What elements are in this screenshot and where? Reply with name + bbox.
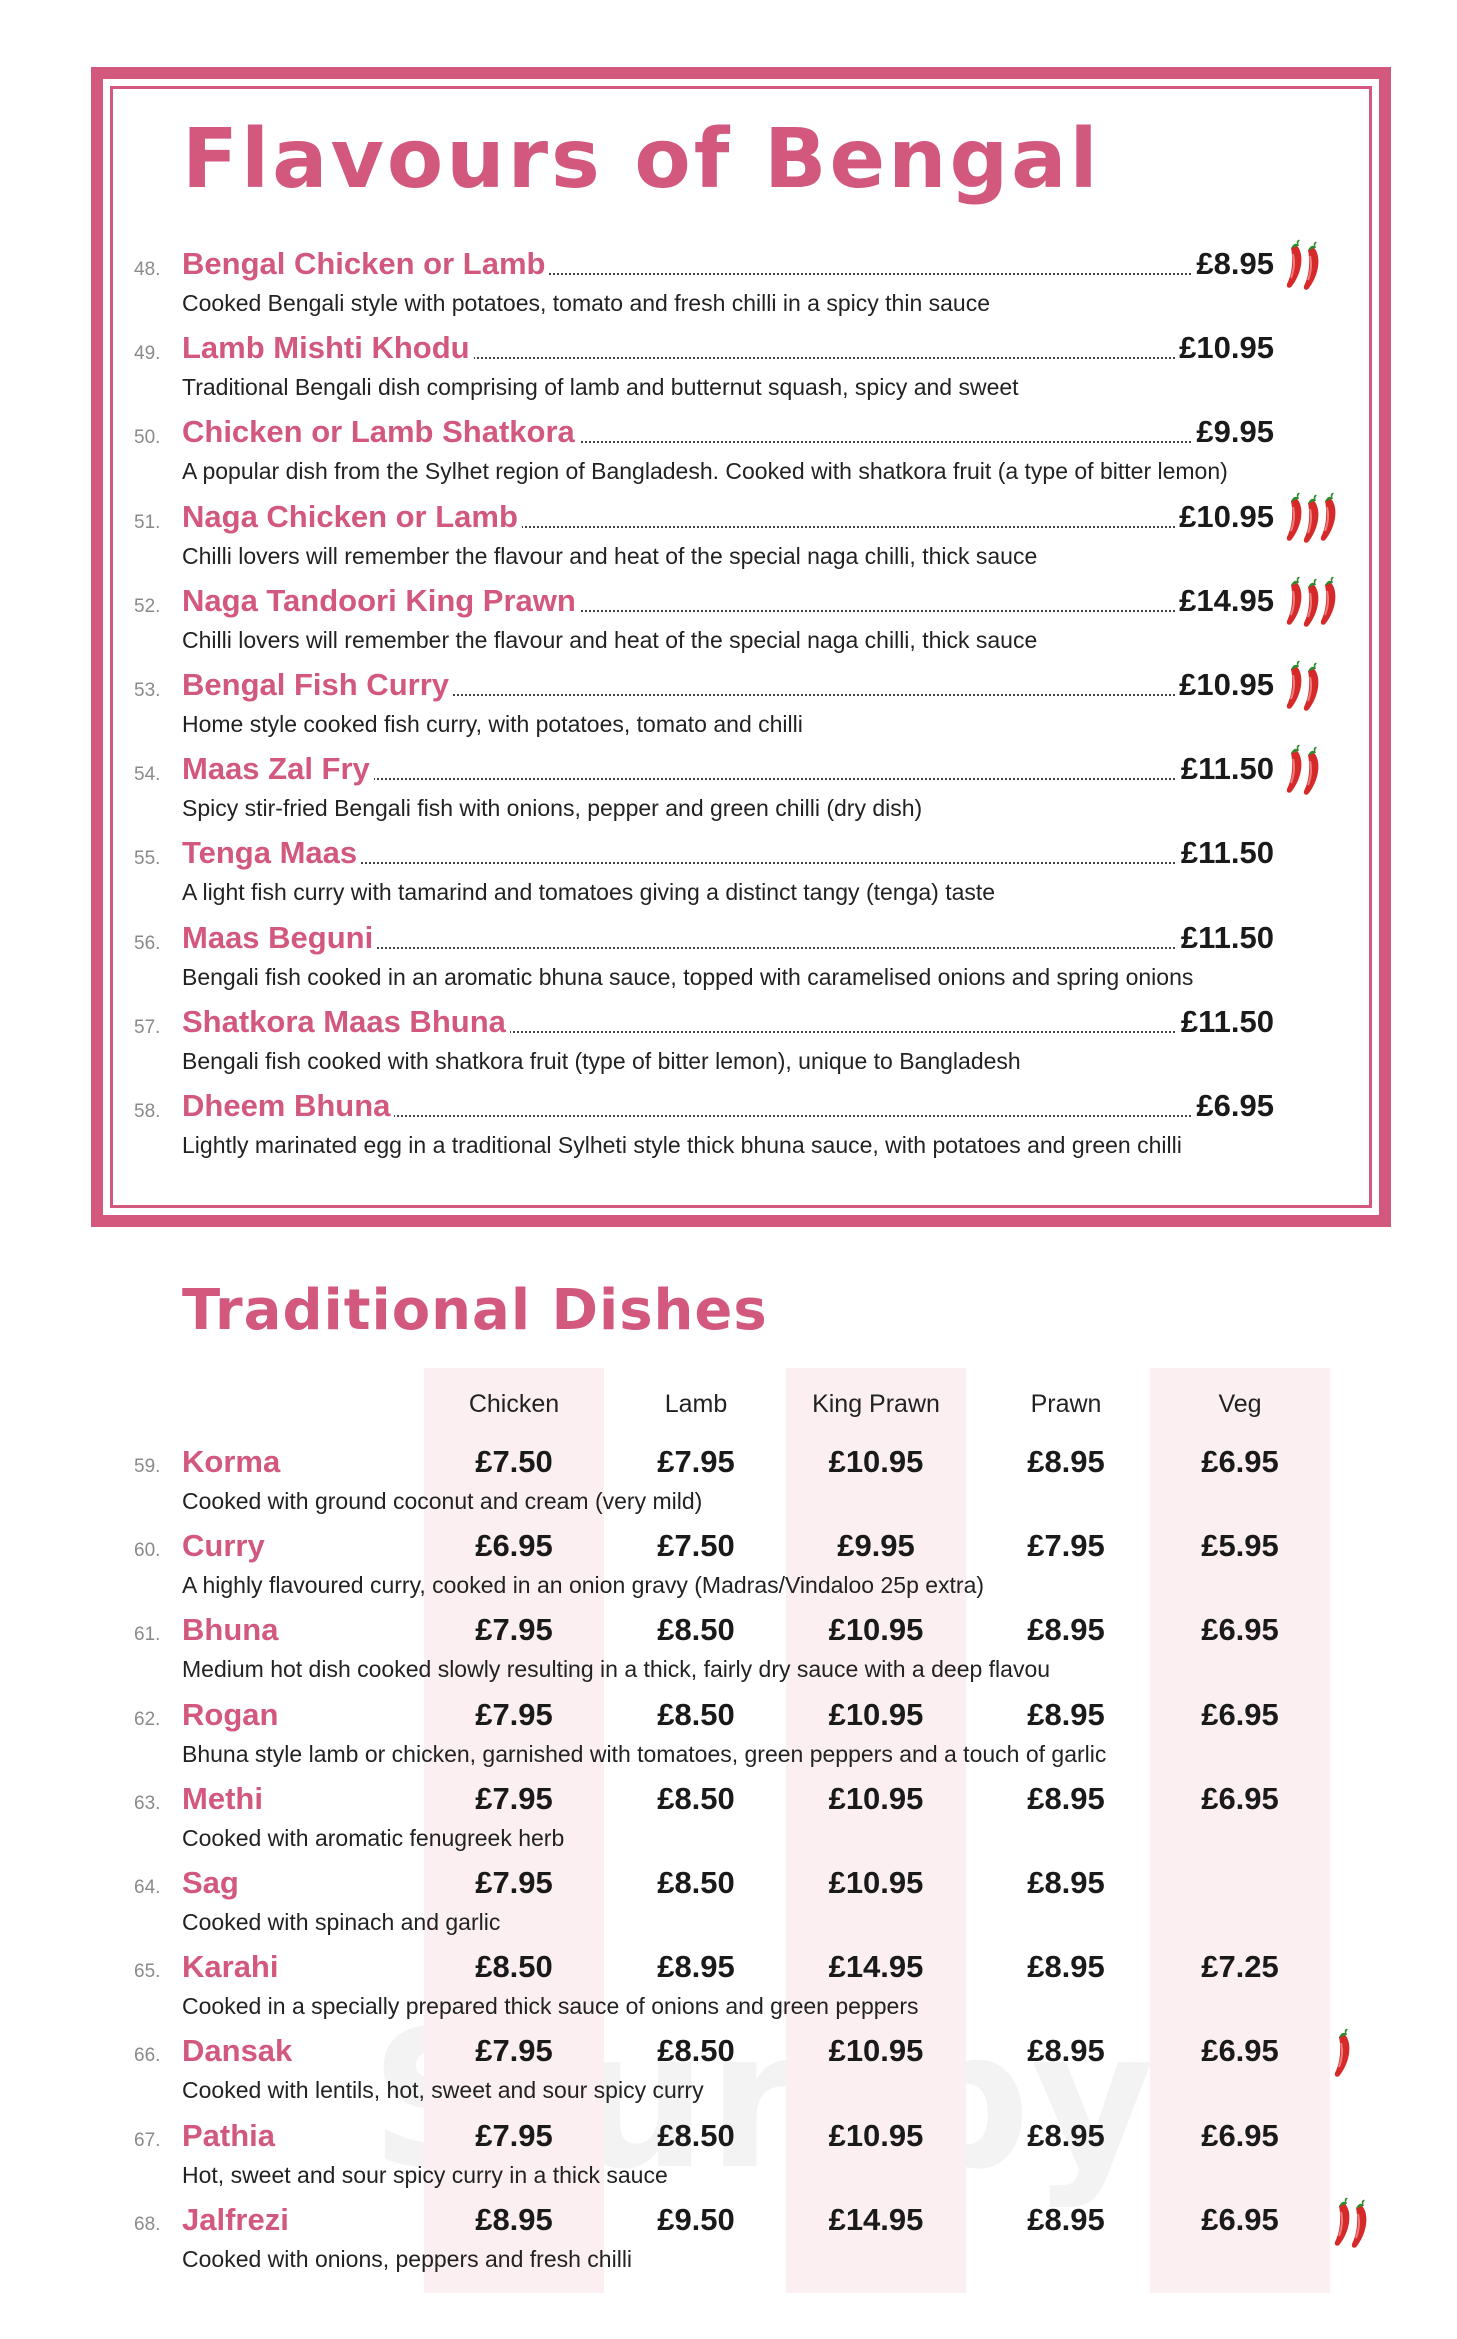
traditional-item bbox=[0, 1444, 1457, 1528]
item-price: £11.50 bbox=[1177, 920, 1274, 956]
item-price: £6.95 bbox=[1201, 1697, 1279, 1732]
chili-icon bbox=[1282, 743, 1323, 797]
item-price: £14.95 bbox=[828, 2202, 924, 2237]
item-price: £6.95 bbox=[1192, 1088, 1274, 1124]
item-price: £6.95 bbox=[1201, 1444, 1279, 1479]
item-number: 52. bbox=[134, 596, 161, 617]
item-number: 63. bbox=[134, 1793, 161, 1814]
bengal-item bbox=[0, 246, 1457, 330]
item-description: A popular dish from the Sylhet region of Bangladesh. Cooked with shatkora fruit (a type of bitter lemon) bbox=[182, 458, 1228, 484]
traditional-item bbox=[0, 2202, 1457, 2286]
item-name: Bengal Chicken or Lamb bbox=[182, 246, 549, 282]
item-price: £8.50 bbox=[657, 1865, 735, 1900]
traditional-item bbox=[0, 1781, 1457, 1865]
item-price: £7.95 bbox=[475, 2118, 553, 2153]
chili-icon bbox=[1330, 2196, 1371, 2250]
item-name: Bhuna bbox=[182, 1612, 279, 1647]
item-number: 49. bbox=[134, 343, 161, 364]
item-price: £8.95 bbox=[1027, 2033, 1105, 2068]
item-price: £7.95 bbox=[475, 2033, 553, 2068]
traditional-item bbox=[0, 1528, 1457, 1612]
bengal-item bbox=[0, 1004, 1457, 1088]
bengal-item bbox=[0, 751, 1457, 835]
heat-indicator bbox=[1282, 659, 1323, 713]
item-description: Lightly marinated egg in a traditional Sylheti style thick bhuna sauce, with potatoes and green chilli bbox=[182, 1132, 1182, 1158]
item-price: £11.50 bbox=[1177, 835, 1274, 871]
item-description: Cooked with spinach and garlic bbox=[182, 1909, 501, 1935]
item-number: 58. bbox=[134, 1101, 161, 1122]
item-price: £10.95 bbox=[828, 2033, 924, 2068]
item-description: Cooked with aromatic fenugreek herb bbox=[182, 1825, 565, 1851]
item-description: Medium hot dish cooked slowly resulting in a thick, fairly dry sauce with a deep flavou bbox=[182, 1656, 1051, 1682]
item-description: Cooked with onions, peppers and fresh chilli bbox=[182, 2246, 633, 2272]
item-price: £6.95 bbox=[1201, 2202, 1279, 2237]
item-price: £10.95 bbox=[828, 1781, 924, 1816]
item-price: £8.95 bbox=[1027, 1612, 1105, 1647]
item-number: 53. bbox=[134, 680, 161, 701]
item-price: £8.95 bbox=[475, 2202, 553, 2237]
item-price: £6.95 bbox=[475, 1528, 553, 1563]
item-price: £7.95 bbox=[1027, 1528, 1105, 1563]
traditional-item bbox=[0, 1949, 1457, 2033]
item-price: £9.95 bbox=[1192, 414, 1274, 450]
bengal-item bbox=[0, 499, 1457, 583]
item-name: Methi bbox=[182, 1781, 263, 1816]
item-number: 61. bbox=[134, 1624, 161, 1645]
item-number: 50. bbox=[134, 427, 161, 448]
chili-icon bbox=[1282, 659, 1323, 713]
item-price: £7.95 bbox=[475, 1865, 553, 1900]
item-name: Chicken or Lamb Shatkora bbox=[182, 414, 579, 450]
item-number: 55. bbox=[134, 848, 161, 869]
heat-indicator bbox=[1330, 2196, 1371, 2252]
item-name: Curry bbox=[182, 1528, 265, 1563]
item-price: £7.95 bbox=[475, 1697, 553, 1732]
traditional-item bbox=[0, 2118, 1457, 2202]
item-number: 48. bbox=[134, 259, 161, 280]
item-description: Bengali fish cooked in an aromatic bhuna sauce, topped with caramelised onions and spring onions bbox=[182, 964, 1194, 990]
item-description: Chilli lovers will remember the flavour and heat of the special naga chilli, thick sauce bbox=[182, 543, 1038, 569]
item-description: Chilli lovers will remember the flavour and heat of the special naga chilli, thick sauce bbox=[182, 627, 1038, 653]
bengal-item bbox=[0, 835, 1457, 919]
item-price: £6.95 bbox=[1201, 1781, 1279, 1816]
item-description: Bengali fish cooked with shatkora fruit (type of bitter lemon), unique to Bangladesh bbox=[182, 1048, 1021, 1074]
traditional-section-title: Traditional Dishes bbox=[182, 1278, 768, 1343]
item-price: £11.50 bbox=[1177, 751, 1274, 787]
item-number: 67. bbox=[134, 2130, 161, 2151]
item-price: £10.95 bbox=[828, 2118, 924, 2153]
item-price: £8.50 bbox=[657, 1612, 735, 1647]
item-price: £8.95 bbox=[1027, 1781, 1105, 1816]
item-description: A highly flavoured curry, cooked in an onion gravy (Madras/Vindaloo 25p extra) bbox=[182, 1572, 985, 1598]
heat-indicator bbox=[1282, 238, 1323, 292]
item-price: £7.50 bbox=[657, 1528, 735, 1563]
traditional-item bbox=[0, 1697, 1457, 1781]
bengal-item bbox=[0, 330, 1457, 414]
item-description: Cooked Bengali style with potatoes, tomato and fresh chilli in a spicy thin sauce bbox=[182, 290, 990, 316]
item-price: £8.50 bbox=[657, 1781, 735, 1816]
column-header: King Prawn bbox=[812, 1390, 940, 1418]
item-price: £14.95 bbox=[1175, 583, 1274, 619]
item-price: £8.95 bbox=[1027, 2202, 1105, 2237]
item-number: 66. bbox=[134, 2045, 161, 2066]
item-name: Naga Chicken or Lamb bbox=[182, 499, 522, 535]
item-description: Spicy stir-fried Bengali fish with onions, pepper and green chilli (dry dish) bbox=[182, 795, 923, 821]
item-price: £6.95 bbox=[1201, 2033, 1279, 2068]
item-price: £7.95 bbox=[657, 1444, 735, 1479]
item-name: Sag bbox=[182, 1865, 239, 1900]
column-header: Lamb bbox=[664, 1390, 728, 1418]
item-price: £8.50 bbox=[657, 1697, 735, 1732]
column-header: Veg bbox=[1218, 1390, 1262, 1418]
item-name: Shatkora Maas Bhuna bbox=[182, 1004, 510, 1040]
item-name: Tenga Maas bbox=[182, 835, 361, 871]
chili-icon bbox=[1282, 575, 1340, 629]
item-description: Cooked with ground coconut and cream (very mild) bbox=[182, 1488, 703, 1514]
item-price: £11.50 bbox=[1177, 1004, 1274, 1040]
item-price: £10.95 bbox=[828, 1444, 924, 1479]
item-price: £7.50 bbox=[475, 1444, 553, 1479]
item-number: 60. bbox=[134, 1540, 161, 1561]
item-description: Traditional Bengali dish comprising of lamb and butternut squash, spicy and sweet bbox=[182, 374, 1019, 400]
bengal-item bbox=[0, 583, 1457, 667]
item-price: £6.95 bbox=[1201, 1612, 1279, 1647]
item-price: £10.95 bbox=[828, 1697, 924, 1732]
item-name: Rogan bbox=[182, 1697, 279, 1732]
bengal-item bbox=[0, 920, 1457, 1004]
item-price: £8.50 bbox=[657, 2118, 735, 2153]
traditional-item bbox=[0, 2033, 1457, 2117]
item-price: £8.95 bbox=[1027, 1949, 1105, 1984]
item-description: Cooked with lentils, hot, sweet and sour spicy curry bbox=[182, 2077, 704, 2103]
item-number: 57. bbox=[134, 1017, 161, 1038]
item-name: Bengal Fish Curry bbox=[182, 667, 453, 703]
item-description: A light fish curry with tamarind and tomatoes giving a distinct tangy (tenga) taste bbox=[182, 879, 996, 905]
item-number: 64. bbox=[134, 1877, 161, 1898]
item-description: Bhuna style lamb or chicken, garnished with tomatoes, green peppers and a touch of garlic bbox=[182, 1741, 1107, 1767]
bengal-item bbox=[0, 414, 1457, 498]
traditional-item bbox=[0, 1612, 1457, 1696]
item-number: 65. bbox=[134, 1961, 161, 1982]
item-price: £8.50 bbox=[475, 1949, 553, 1984]
item-price: £14.95 bbox=[828, 1949, 924, 1984]
heat-indicator bbox=[1282, 575, 1340, 629]
item-price: £9.95 bbox=[837, 1528, 915, 1563]
traditional-item bbox=[0, 1865, 1457, 1949]
item-name: Maas Beguni bbox=[182, 920, 377, 956]
item-price: £10.95 bbox=[828, 1612, 924, 1647]
item-description: Cooked in a specially prepared thick sauce of onions and green peppers bbox=[182, 1993, 919, 2019]
bengal-item bbox=[0, 1088, 1457, 1172]
item-number: 68. bbox=[134, 2214, 161, 2235]
chili-icon bbox=[1282, 238, 1323, 292]
item-number: 62. bbox=[134, 1709, 161, 1730]
item-number: 56. bbox=[134, 933, 161, 954]
item-price: £8.95 bbox=[1027, 2118, 1105, 2153]
item-price: £8.95 bbox=[657, 1949, 735, 1984]
item-name: Dansak bbox=[182, 2033, 293, 2068]
item-price: £10.95 bbox=[1175, 667, 1274, 703]
item-price: £8.95 bbox=[1192, 246, 1274, 282]
item-price: £8.95 bbox=[1027, 1865, 1105, 1900]
item-price: £5.95 bbox=[1201, 1528, 1279, 1563]
item-price: £7.25 bbox=[1201, 1949, 1279, 1984]
heat-indicator bbox=[1282, 743, 1323, 797]
item-name: Lamb Mishti Khodu bbox=[182, 330, 474, 366]
item-price: £6.95 bbox=[1201, 2118, 1279, 2153]
item-price: £10.95 bbox=[1175, 499, 1274, 535]
bengal-item bbox=[0, 667, 1457, 751]
item-name: Korma bbox=[182, 1444, 281, 1479]
chili-icon bbox=[1330, 2027, 1354, 2081]
item-name: Dheem Bhuna bbox=[182, 1088, 394, 1124]
item-description: Home style cooked fish curry, with potatoes, tomato and chilli bbox=[182, 711, 803, 737]
heat-indicator bbox=[1330, 2027, 1354, 2083]
item-name: Maas Zal Fry bbox=[182, 751, 374, 787]
chili-icon bbox=[1282, 491, 1340, 545]
item-name: Naga Tandoori King Prawn bbox=[182, 583, 580, 619]
item-name: Karahi bbox=[182, 1949, 279, 1984]
bengal-section-title: Flavours of Bengal bbox=[182, 112, 1101, 207]
item-price: £8.50 bbox=[657, 2033, 735, 2068]
column-header: Prawn bbox=[1030, 1390, 1102, 1418]
item-price: £7.95 bbox=[475, 1612, 553, 1647]
heat-indicator bbox=[1282, 491, 1340, 545]
item-price: £8.95 bbox=[1027, 1697, 1105, 1732]
item-price: £8.95 bbox=[1027, 1444, 1105, 1479]
column-header: Chicken bbox=[468, 1390, 560, 1418]
item-description: Hot, sweet and sour spicy curry in a thick sauce bbox=[182, 2162, 668, 2188]
item-price: £10.95 bbox=[1175, 330, 1274, 366]
item-name: Pathia bbox=[182, 2118, 276, 2153]
item-price: £7.95 bbox=[475, 1781, 553, 1816]
item-number: 59. bbox=[134, 1456, 161, 1477]
item-number: 51. bbox=[134, 512, 161, 533]
item-number: 54. bbox=[134, 764, 161, 785]
item-price: £10.95 bbox=[828, 1865, 924, 1900]
item-name: Jalfrezi bbox=[182, 2202, 289, 2237]
item-price: £9.50 bbox=[657, 2202, 735, 2237]
